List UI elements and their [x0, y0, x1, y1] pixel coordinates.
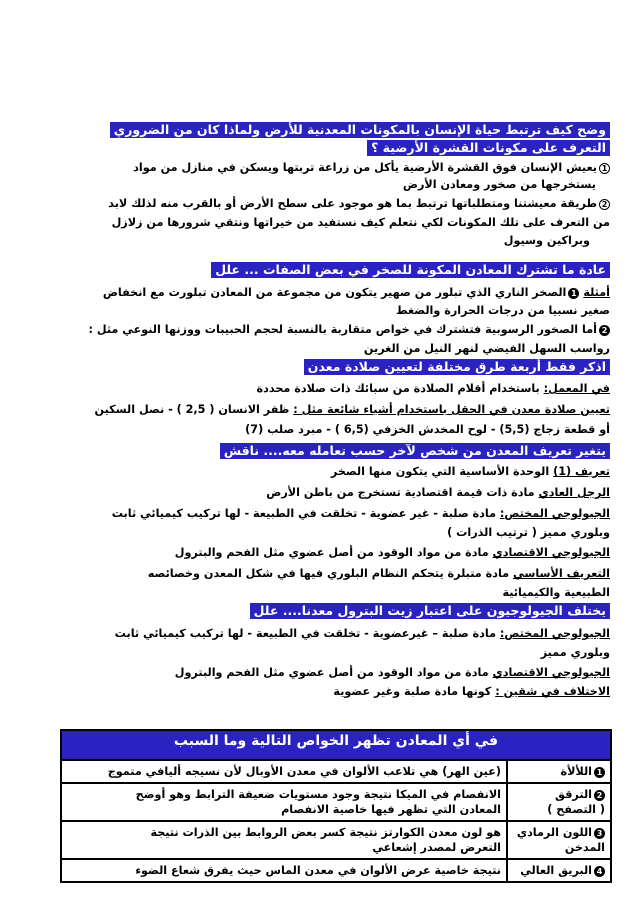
reason-cell: هو لون معدن الكوارتز نتيجة كسر بعض الروابط بين الذرات نتيجة التعرض لمصدر إشعاعي: [61, 821, 507, 859]
number-2-circle: 2: [599, 199, 610, 210]
number-1-filled: 1: [568, 288, 579, 299]
field-method-cont: أو قطعة زجاج (5,5) - لوح المخدش الخزفي (6,5 ) - مبرد صلب (7): [245, 423, 610, 436]
field-method: تعيين صلادة معدن في الحقل باستخدام أشياء شائعة مثل : ظفر الانسان ( 2,5 ) - نصل السكين: [94, 403, 610, 416]
answer-1-point-1: 1يعيش الإنسان فوق القشرة الأرضية يأكل من زراعة تربتها ويسكن في منازل من مواد: [20, 160, 610, 175]
definition-ordinary-man: الرجل العادي مادة ذات قيمة اقتصادية تستخرج من باطن الأرض: [266, 486, 610, 499]
table-row: [61, 783, 611, 821]
properties-table: [60, 729, 612, 883]
definition-geologist: الجيولوجي المختص: مادة صلبة - غير عضوية - تخلقت في الطبيعة - لها تركيب كيميائي ثابت: [111, 507, 610, 520]
question-1-title-line-2: التعرف على مكونات القشرة الأرضية ؟: [367, 140, 610, 156]
property-cell: 2الترقق ( التصفح ): [507, 783, 611, 821]
examples-line-1-cont: صغير نسبيا من درجات الحرارة والضغط: [396, 304, 610, 317]
question-5-title: يختلف الجيولوجيون على اعتبار زيت البترول معدنا.... علل: [250, 603, 610, 619]
table-row: [61, 821, 611, 859]
answer-1-point-2-cont2: وبراكين وسيول: [503, 234, 590, 247]
table-row: [61, 760, 611, 783]
petroleum-geologist: الجيولوجي المختص: مادة صلبة – غيرعضوية - تخلقت في الطبيعة - لها تركيب كيميائي ثابت: [114, 627, 610, 640]
number-2-filled: 2: [599, 325, 610, 336]
examples-line-2: 2أما الصخور الرسوبية فتشترك في خواص متقاربة بالنسبة لحجم الحبيبات ووزنها النوعي مثل :: [20, 322, 610, 337]
question-4-title: يتغير تعريف المعدن من شخص لآخر حسب تعامله معه.... ناقش: [220, 443, 610, 459]
property-cell: 3اللون الرمادي المدخن: [507, 821, 611, 859]
examples-line-1: أمثلة 1الصخر الناري الذي تبلور من صهير يتكون من مجموعة من المعادن تبلورت مع انخفاض: [102, 286, 610, 299]
number-1-circle: 1: [599, 163, 610, 174]
definition-economic-geologist: الجيولوجي الاقتصادي مادة من مواد الوقود من أصل عضوي مثل الفحم والبترول: [174, 546, 610, 559]
property-cell: 4البريق العالي: [507, 859, 611, 882]
definition-geologist-cont: وبلوري مميز ( ترتيب الذرات ): [447, 526, 610, 539]
answer-1-point-1-cont: يستخرجها من صخور ومعادن الأرض: [402, 178, 596, 191]
reason-cell: (عين الهر) هي تلاعب الألوان في معدن الأوبال لأن نسيجه أليافي متموج: [61, 760, 507, 783]
lab-method: في المعمل: باستخدام أقلام الصلادة من سبائك ذات صلادة محددة: [256, 382, 610, 395]
difference-line: الاختلاف في شقين : كونها مادة صلبة وغير عضوية: [333, 685, 610, 698]
table-row: [61, 859, 611, 882]
table-header: في أي المعادن تظهر الخواص التالية وما السبب: [61, 730, 611, 760]
answer-1-point-2: 2طريقة معيشتنا ومتطلباتها ترتبط بما هو موجود على سطح الأرض أو بالقرب منه لذلك لابد: [20, 196, 610, 211]
question-1-title-line-1: وضح كيف ترتبط حياة الإنسان بالمكونات المعدنية للأرض ولماذا كان من الضروري: [110, 122, 610, 138]
definition-basic-cont: الطبيعية والكيميائية: [502, 586, 610, 599]
question-3-title: اذكر فقط أربعة طرق مختلفة لتعيين صلادة معدن: [304, 359, 610, 375]
examples-line-2-cont: رواسب السهل الفيضي لنهر النيل من الغرين: [363, 342, 610, 355]
definition-basic: التعريف الأساسي مادة متبلرة يتحكم النظام البلوري فيها في شكل المعدن وخصائصه: [147, 567, 610, 580]
petroleum-geologist-cont: وبلوري مميز: [540, 646, 610, 659]
answer-1-point-2-cont: من التعرف على تلك المكونات لكي نتعلم كيف نستفيد من خيراتها ونتقي شرورها من زلازل: [111, 216, 610, 229]
examples-label: أمثلة: [583, 286, 610, 299]
petroleum-economic-geologist: الجيولوجي الاقتصادي مادة من مواد الوقود من أصل عضوي مثل الفحم والبترول: [174, 666, 610, 679]
question-2-title: عادة ما تشترك المعادن المكونة للصخر في بعض الصفات ... علل: [211, 262, 610, 278]
reason-cell: الانفصام في الميكا نتيجة وجود مستويات ضعيفة الترابط وهو أوضح المعادن التي تظهر فيها خاصية الانفصام: [61, 783, 507, 821]
reason-cell: نتيجة خاصية عرض الألوان في معدن الماس حيث يفرق شعاع الضوء: [61, 859, 507, 882]
property-cell: 1اللألأة: [507, 760, 611, 783]
definition-1: تعريف (1) الوحدة الأساسية التي يتكون منها الصخر: [330, 465, 610, 478]
